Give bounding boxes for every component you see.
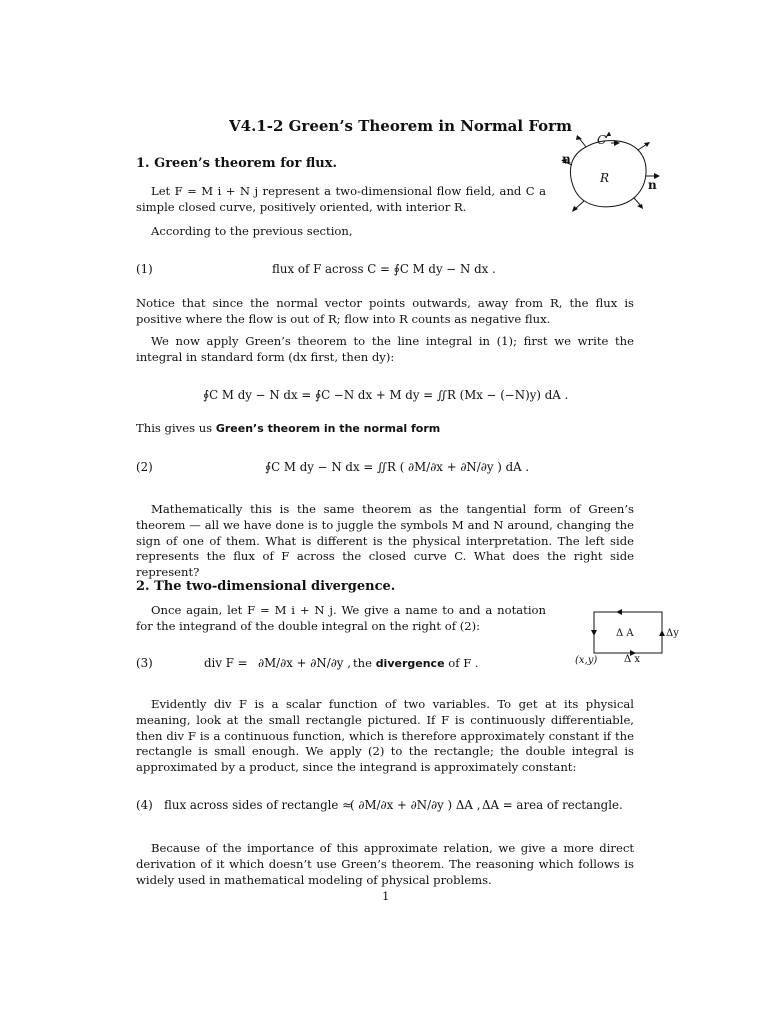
- equation-area-note: ΔA = area of rectangle.: [482, 798, 623, 812]
- equation-number: (3): [136, 656, 153, 670]
- equation-number: (2): [136, 460, 153, 474]
- divergence-term: divergence: [375, 657, 445, 670]
- rect-dy-label: Δy: [666, 628, 679, 639]
- theorem-name: Green’s theorem in the normal form: [215, 422, 441, 435]
- normal-label-left: n: [562, 152, 571, 166]
- divergence-label: [353, 656, 479, 670]
- paragraph: Because of the importance of this approximate relation, we give a more direct derivation of it which doesn’t use Green’s theorem. The reasoning which follows is widely used in mathematical modeling of physical problems.: [136, 841, 634, 887]
- curve-figure: [556, 132, 666, 218]
- section-heading: 2. The two-dimensional divergence.: [136, 579, 396, 594]
- equation-number: (1): [136, 262, 153, 276]
- paragraph: [136, 421, 440, 435]
- section-heading: 1. Green’s theorem for flux.: [136, 156, 338, 171]
- label-text: the: [353, 656, 372, 670]
- label-text: of F .: [448, 656, 479, 670]
- rect-corner-label: (x,y): [575, 655, 598, 666]
- paragraph-text: This gives us: [136, 421, 216, 435]
- paragraph: Notice that since the normal vector points outwards, away from R, the flux is positive where the flow is out of R; flow into R counts as negative flux.: [136, 296, 634, 326]
- equation-number: (4): [136, 798, 153, 812]
- paragraph: According to the previous section,: [151, 224, 353, 238]
- normal-label-right: n: [648, 178, 657, 192]
- equation-flux-approx-lhs: flux across sides of rectangle ≈: [164, 798, 353, 812]
- equation-div-rhs: ∂M/∂x + ∂N/∂y ,: [258, 656, 351, 670]
- paragraph: Once again, let F = M i + N j. We give a name to and a notation for the integrand of the double integral on the right of (2):: [136, 603, 546, 633]
- page-title: V4.1-2 Green’s Theorem in Normal Form: [229, 117, 572, 135]
- paragraph: Let F = M i + N j represent a two-dimensional flow field, and C a simple closed curve, positively oriented, with interior R.: [136, 184, 546, 214]
- rect-area-label: Δ A: [616, 628, 634, 639]
- equation-flux: flux of F across C = ∮C M dy − N dx .: [272, 262, 496, 276]
- paragraph: We now apply Green’s theorem to the line integral in (1); first we write the integral in standard form (dx first, then dy):: [136, 334, 634, 364]
- rect-dx-label: Δ x: [624, 654, 641, 665]
- equation-div-lhs: div F =: [204, 656, 248, 670]
- region-label-r: R: [600, 171, 610, 185]
- paragraph: Evidently div F is a scalar function of two variables. To get at its physical meaning, look at the small rectangle pictured. If F is continuously differentiable, then div F is a continuous function, which is therefore approximately constant if the rectangle is small enough. We apply (2) to the rectangle; the double integral is approximated by a product, since the integrand is approximately constant:: [136, 697, 634, 775]
- paragraph: Mathematically this is the same theorem as the tangential form of Green’s theorem — all we have done is to juggle the symbols M and N around, changing the sign of one of them. What is different is the physical interpretation. The left side represents the flux of F across the closed curve C. What does the right side represent?: [136, 502, 634, 580]
- equation-flux-approx-rhs: ( ∂M/∂x + ∂N/∂y ) ΔA ,: [350, 798, 481, 812]
- equation-greens-normal: ∮C M dy − N dx = ∬R ( ∂M/∂x + ∂N/∂y ) dA .: [265, 460, 530, 474]
- curve-label-c: C: [597, 133, 607, 147]
- equation-standard-form: ∮C M dy − N dx = ∮C −N dx + M dy = ∬R (Mx − (−N)y) dA .: [203, 388, 569, 402]
- page-number: 1: [382, 889, 390, 903]
